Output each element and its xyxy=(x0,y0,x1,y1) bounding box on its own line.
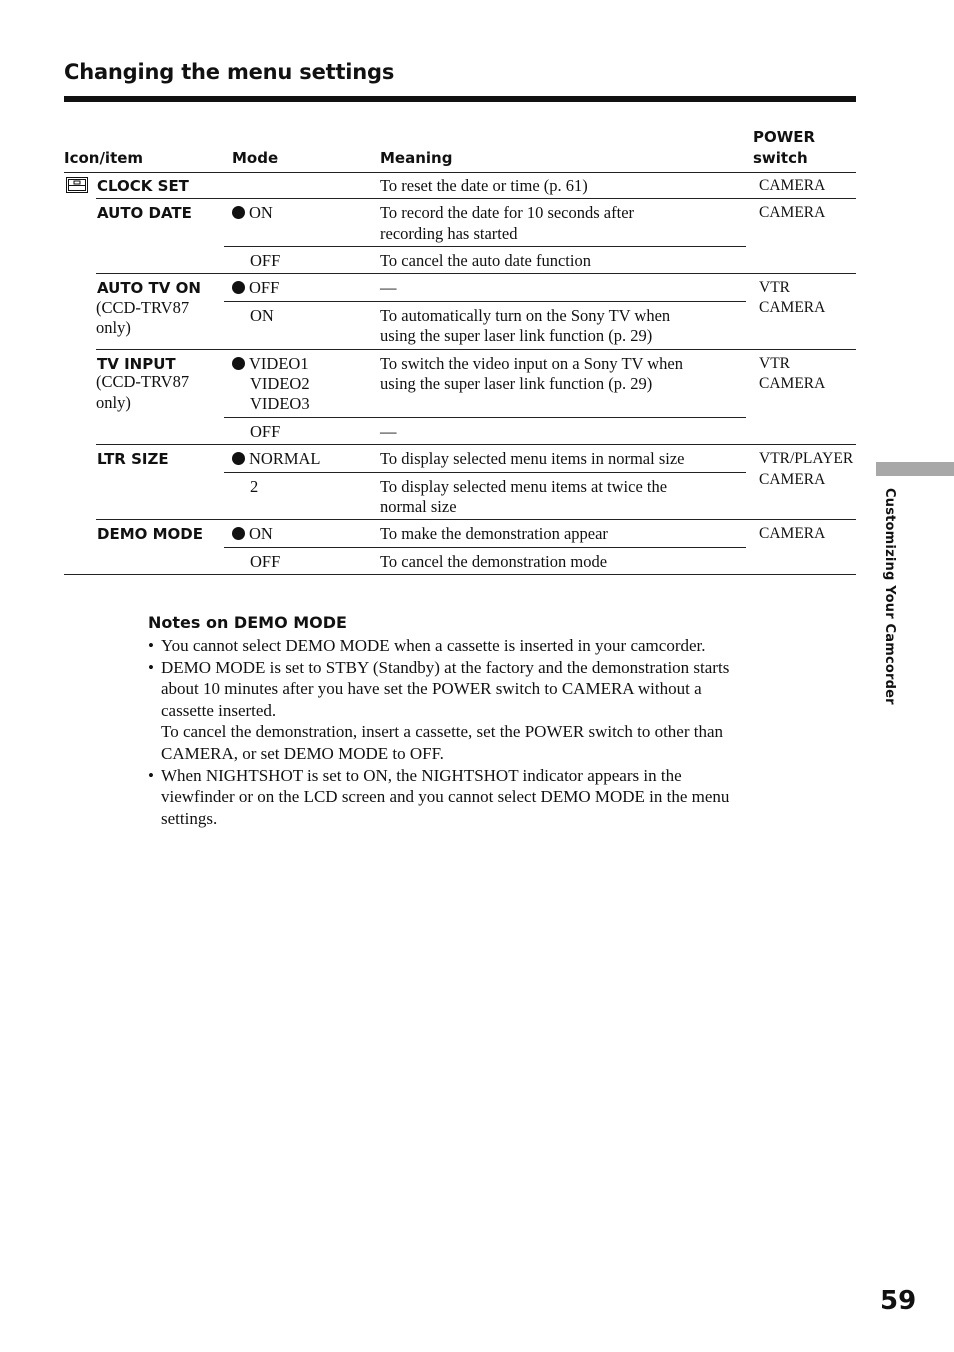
notes-title: Notes on DEMO MODE xyxy=(148,613,347,632)
item-tv-input: TV INPUT xyxy=(97,355,176,373)
power-auto-tv-2: CAMERA xyxy=(759,299,826,316)
power-ltr-1: VTR/PLAYER xyxy=(759,450,854,467)
meaning-demo-on: To make the demonstration appear xyxy=(380,524,608,543)
meaning-ltr-2-1: To display selected menu items at twice the xyxy=(380,477,668,496)
bullet-icon: • xyxy=(148,765,154,785)
mode-demo-on: ON xyxy=(232,524,273,544)
item-tv-input-note-2: only) xyxy=(96,393,131,412)
sub-rule xyxy=(224,246,746,247)
note-item xyxy=(148,765,838,830)
note-line: settings. xyxy=(161,808,218,828)
default-dot-icon xyxy=(232,452,245,465)
item-auto-tv-on-note-1: (CCD-TRV87 xyxy=(96,298,190,317)
default-dot-icon xyxy=(232,206,245,219)
row-rule xyxy=(96,198,856,199)
power-tv-input-2: CAMERA xyxy=(759,375,826,392)
section-tab-label: Customizing Your Camcorder xyxy=(882,488,897,705)
mode-auto-tv-on: ON xyxy=(250,306,274,325)
sub-rule xyxy=(224,417,746,418)
default-dot-icon xyxy=(232,281,245,294)
meaning-auto-date-on-1: To record the date for 10 seconds after xyxy=(380,203,635,222)
note-item xyxy=(148,635,838,657)
meaning-auto-date-off: To cancel the auto date function xyxy=(380,251,591,270)
power-tv-input-1: VTR xyxy=(759,355,790,372)
mode-tv-input-video3: VIDEO3 xyxy=(250,394,310,413)
note-line: about 10 minutes after you have set the POWER switch to CAMERA without a xyxy=(161,679,702,699)
meaning-tv-input-1: To switch the video input on a Sony TV when xyxy=(380,354,684,373)
item-demo-mode: DEMO MODE xyxy=(97,525,203,543)
meaning-ltr-normal: To display selected menu items in normal size xyxy=(380,449,685,468)
note-line: DEMO MODE is set to STBY (Standby) at the factory and the demonstration starts xyxy=(161,657,730,677)
mode-ltr-2: 2 xyxy=(250,477,259,496)
page-title: Changing the menu settings xyxy=(64,60,395,84)
section-tab-marker xyxy=(876,462,954,476)
default-dot-icon xyxy=(232,357,245,370)
header-power-line1: POWER xyxy=(753,128,816,146)
power-auto-date: CAMERA xyxy=(759,204,826,221)
mode-tv-input-video2: VIDEO2 xyxy=(250,374,310,393)
note-line: CAMERA, or set DEMO MODE to OFF. xyxy=(161,743,444,763)
item-auto-date: AUTO DATE xyxy=(97,204,192,222)
item-auto-tv-on: AUTO TV ON xyxy=(97,279,201,297)
mode-auto-date-on: ON xyxy=(232,203,273,223)
meaning-ltr-2-2: normal size xyxy=(380,497,457,516)
meaning-auto-date-on-2: recording has started xyxy=(380,224,518,243)
item-tv-input-note-1: (CCD-TRV87 xyxy=(96,372,190,391)
row-rule xyxy=(96,444,856,445)
note-line: viewfinder or on the LCD screen and you cannot select DEMO MODE in the menu xyxy=(161,787,730,807)
meaning-auto-tv-off: — xyxy=(380,278,397,297)
sub-rule xyxy=(224,547,746,548)
note-line: When NIGHTSHOT is set to ON, the NIGHTSHOT indicator appears in the xyxy=(161,765,682,785)
page-number: 59 xyxy=(880,1286,917,1316)
mode-auto-tv-off: OFF xyxy=(232,278,279,298)
power-demo: CAMERA xyxy=(759,525,826,542)
row-rule xyxy=(96,273,856,274)
mode-ltr-normal: NORMAL xyxy=(232,449,321,469)
default-dot-icon xyxy=(232,527,245,540)
bullet-icon: • xyxy=(148,636,154,655)
row-rule xyxy=(96,349,856,350)
item-clock-set: CLOCK SET xyxy=(97,177,189,195)
notes-section xyxy=(148,612,838,829)
meaning-auto-tv-on-2: using the super laser link function (p. 29) xyxy=(380,326,653,345)
header-rule xyxy=(64,172,856,173)
note-line: You cannot select DEMO MODE when a cassette is inserted in your camcorder. xyxy=(161,636,706,655)
bullet-icon: • xyxy=(148,657,154,677)
meaning-tv-input-off: — xyxy=(380,422,397,441)
header-meaning: Meaning xyxy=(380,149,453,167)
header-icon-item: Icon/item xyxy=(64,149,144,167)
table-bottom-rule xyxy=(64,574,856,575)
header-power-line2: switch xyxy=(753,149,808,167)
mode-auto-date-off: OFF xyxy=(250,251,281,270)
power-clock-set: CAMERA xyxy=(759,177,826,194)
meaning-clock-set: To reset the date or time (p. 61) xyxy=(380,176,588,195)
title-rule xyxy=(64,96,856,102)
item-ltr-size: LTR SIZE xyxy=(97,450,169,468)
note-item xyxy=(148,657,838,765)
note-line: cassette inserted. xyxy=(161,700,277,720)
sub-rule xyxy=(224,472,746,473)
mode-demo-off: OFF xyxy=(250,552,281,571)
note-line: To cancel the demonstration, insert a cassette, set the POWER switch to other than xyxy=(161,722,724,742)
clock-set-icon xyxy=(66,177,88,193)
sub-rule xyxy=(224,301,746,302)
meaning-tv-input-2: using the super laser link function (p. 29) xyxy=(380,374,653,393)
power-ltr-2: CAMERA xyxy=(759,471,826,488)
item-auto-tv-on-note-2: only) xyxy=(96,318,131,337)
power-auto-tv-1: VTR xyxy=(759,279,790,296)
header-mode: Mode xyxy=(232,149,279,167)
meaning-auto-tv-on-1: To automatically turn on the Sony TV when xyxy=(380,306,671,325)
meaning-demo-off: To cancel the demonstration mode xyxy=(380,552,608,571)
mode-tv-input-off: OFF xyxy=(250,422,281,441)
row-rule xyxy=(96,519,856,520)
mode-tv-input-video1: VIDEO1 xyxy=(232,354,309,374)
